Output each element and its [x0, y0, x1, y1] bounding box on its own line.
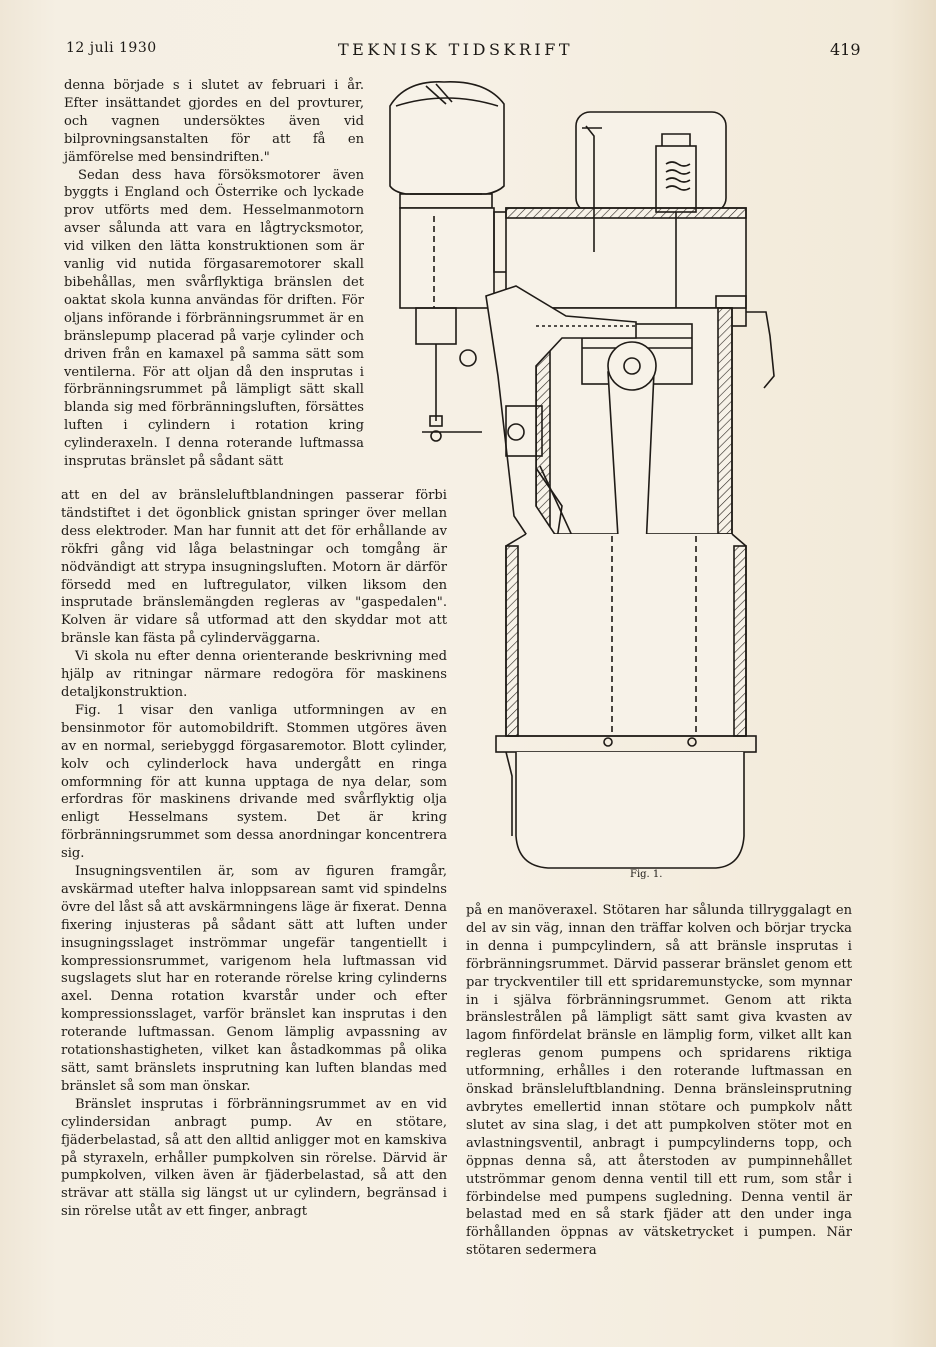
paragraph: Fig. 1 visar den vanliga utformningen av en bensinmotor för automobildrift. Stommen utgöres även av en normal, seriebyggd förgasaremotor. Blott cylinder, kolv och cylinderlock hava undergått en ringa omformning för att kunna upptaga de nya delar, som erfordras för maskinens drivande med svårflyktig olja enligt Hesselmans system. Det är kring förbränningsrummet som dessa anordningar koncentrera sig. — [61, 702, 447, 862]
paragraph: Vi skola nu efter denna orienterande beskrivning med hjälp av ritningar närmare redogöra för maskinens detaljkonstruktion. — [61, 649, 447, 700]
engine-cross-section-figure — [386, 76, 796, 876]
paragraph: denna började s i slutet av februari i år. Efter insättandet gjordes en del provturer, och vagnen undersöktes även vid bilprovningsanstalten för att få en jämförelse med bensindriften." — [64, 78, 364, 165]
paragraph: Insugningsventilen är, som av figuren framgår, avskärmad utefter halva inloppsarean samt vid spindelns övre del låst så att avskärmningens läge är fixerat. Denna fixering injusteras på sådant sätt att luften under insugningsslaget inströmmar ungefär tangentiellt i kompressionsrummet, varigenom hela luftmassan vid sugslagets slut har en roterande rörelse kring cylinderns axel. Denna rotation kvarstår under och efter kompressionsslaget, varför bränslet kan insprutas i den roterande luftmassan. Genom lämplig avpassning av rotationshastigheten, vilket kan åstadkommas på olika sätt, samt bränslets insprutning kan luften blandas med bränslet så som man önskar. — [61, 864, 447, 1094]
right-column — [466, 902, 852, 1260]
journal-title: TEKNISK TIDSKRIFT — [338, 40, 573, 59]
air-filter-drawing — [390, 82, 504, 208]
figure-caption: Fig. 1. — [630, 869, 663, 880]
paragraph: Sedan dess hava försöksmotorer även byggts i England och Österrike och lyckade prov utförts med dem. Hesselmanmotorn avser sålunda att vara en lågtrycksmotor, vid vilken den lätta konstruktionen som är vanlig vid nutida förgasaremotorer skall bibehållas, men svårflyktiga bränslen det oaktat skola kunna användas för driften. För oljans införande i förbränningsrummet är en bränslepump placerad på varje cylinder och driven från en kamaxel på samma sätt som ventilerna. För att oljan då den insprutas i förbränningsrummet på lämpligt sätt skall blanda sig med förbränningsluften, försättes luften i cylindern i rotation kring cylinderaxeln. I denna roterande luftmassa insprutas bränslet på sådant sätt — [64, 167, 364, 470]
continuation-paragraph: att en del av bränsleluftblandningen passerar förbi tändstiftet i det ögonblick gnistan springer över mellan dess elektroder. Man har funnit att det för erhållande av rökfri gång vid låga belastningar och tomgång är nödvändigt att strypa insugningsluften. Motorn är därför försedd med en luftregulator, vilken liksom den insprutade bränslemängden regleras av "gaspedalen". Kolven är vidare så utformad att den skyddar mot att bränsle kan fästa på cylinderväggarna. — [61, 488, 447, 647]
continuation-paragraph: på en manöveraxel. Stötaren har sålunda tillryggalagt en del av sin väg, innan den träffar kolven och börjar trycka in denna i pumpcylindern, så att bränsle insprutas i förbränningsrummet. Därvid passerar bränslet genom ett par tryckventiler till ett spridaremunstycke, som mynnar in i själva förbränningsrummet. Genom att rikta bränslestrålen på lämpligt sätt samt giva kvasten av lagom finfördelat bränsle en lämplig form, vilket allt kan regleras genom pumpens och spridarens riktiga utformning, erhålles i den roterande luftmassan en önskad bränsleluftblandning. Denna bränsleinsprutning avbrytes emellertid innan stötare och pumpkolv nått slutet av sina slag, i det att pumpkolven stöter mot en avlastningsventil, anbragt i pumpcylinderns topp, och öppnas denna så, att återstoden av pumpinnehållet utströmmar genom denna ventil till ett rum, som står i förbindelse med pumpens sugledning. Denna ventil är belastad med en så stark fjäder att den under inga förhållanden öppnas av vätsketrycket i pumpen. När stötaren sedermera — [466, 903, 852, 1259]
page-number: 419 — [830, 40, 861, 59]
crankcase-drawing — [496, 534, 756, 868]
paragraph: Bränslet insprutas i förbränningsrummet av en vid cylindersidan anbragt pump. Av en stötare, fjäderbelastad, så att den alltid anligger mot en kamskiva på styraxeln, erhåller pumpkolven sin rörelse. Därvid är pumpkolven, vilken även är fjäderbelastad, så att den strävar att ställa sig längst ut ur cylindern, begränsad i sin rörelse utåt av ett finger, anbragt — [61, 1096, 447, 1220]
upper-left-column — [64, 77, 364, 471]
header-date: 12 juli 1930 — [66, 40, 157, 56]
